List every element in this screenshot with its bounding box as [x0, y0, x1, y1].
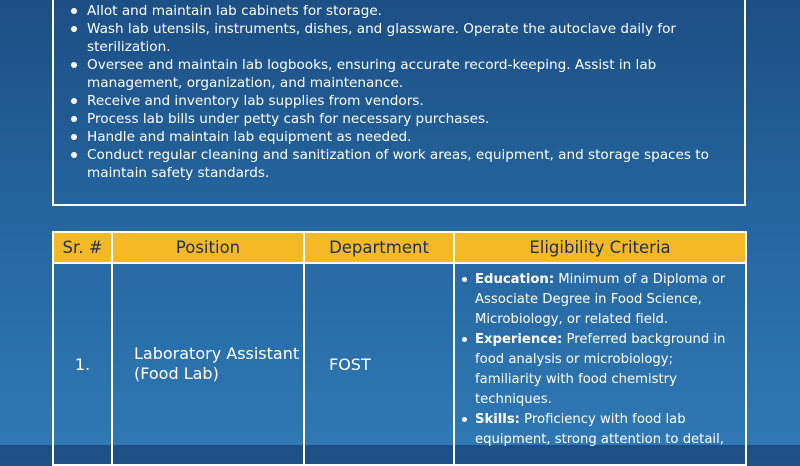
cell-eligibility	[454, 263, 746, 465]
cell-position: Laboratory Assistant (Food Lab)	[112, 263, 304, 465]
criteria-item	[475, 410, 739, 450]
criteria-text: Proficiency with food lab equipment, strong attention to detail,	[475, 412, 724, 447]
criteria-label: Skills:	[475, 412, 520, 427]
table-row	[53, 263, 746, 465]
header-department: Department	[304, 232, 454, 263]
criteria-text: Minimum of a Diploma or Associate Degree in Food Science, Microbiology, or related field.	[475, 272, 726, 327]
header-sr: Sr. #	[53, 232, 112, 263]
header-eligibility: Eligibility Criteria	[454, 232, 746, 263]
header-position: Position	[112, 232, 304, 263]
criteria-text: Preferred background in food analysis or microbiology; familiarity with food chemistry techniques.	[475, 332, 726, 407]
criteria-item	[475, 330, 739, 410]
duty-item: Process lab bills under petty cash for necessary purchases.	[70, 110, 730, 128]
positions-table	[52, 231, 747, 466]
duties-list	[70, 2, 730, 182]
duty-item: Conduct regular cleaning and sanitization of work areas, equipment, and storage spaces to maintain safety standards.	[70, 146, 730, 182]
cell-sr: 1.	[53, 263, 112, 465]
duty-item: Wash lab utensils, instruments, dishes, and glassware. Operate the autoclave daily for sterilization.	[70, 20, 730, 56]
duty-item: Oversee and maintain lab logbooks, ensuring accurate record-keeping. Assist in lab management, organization, and maintenance.	[70, 56, 730, 92]
duty-item: Handle and maintain lab equipment as needed.	[70, 128, 730, 146]
criteria-label: Education:	[475, 272, 555, 287]
cell-department: FOST	[304, 263, 454, 465]
duty-item: Allot and maintain lab cabinets for storage.	[70, 2, 730, 20]
table-header-row	[53, 232, 746, 263]
duty-item: Receive and inventory lab supplies from vendors.	[70, 92, 730, 110]
duties-box	[52, 0, 746, 206]
criteria-list	[455, 264, 745, 450]
criteria-label: Experience:	[475, 332, 563, 347]
criteria-item	[475, 270, 739, 330]
